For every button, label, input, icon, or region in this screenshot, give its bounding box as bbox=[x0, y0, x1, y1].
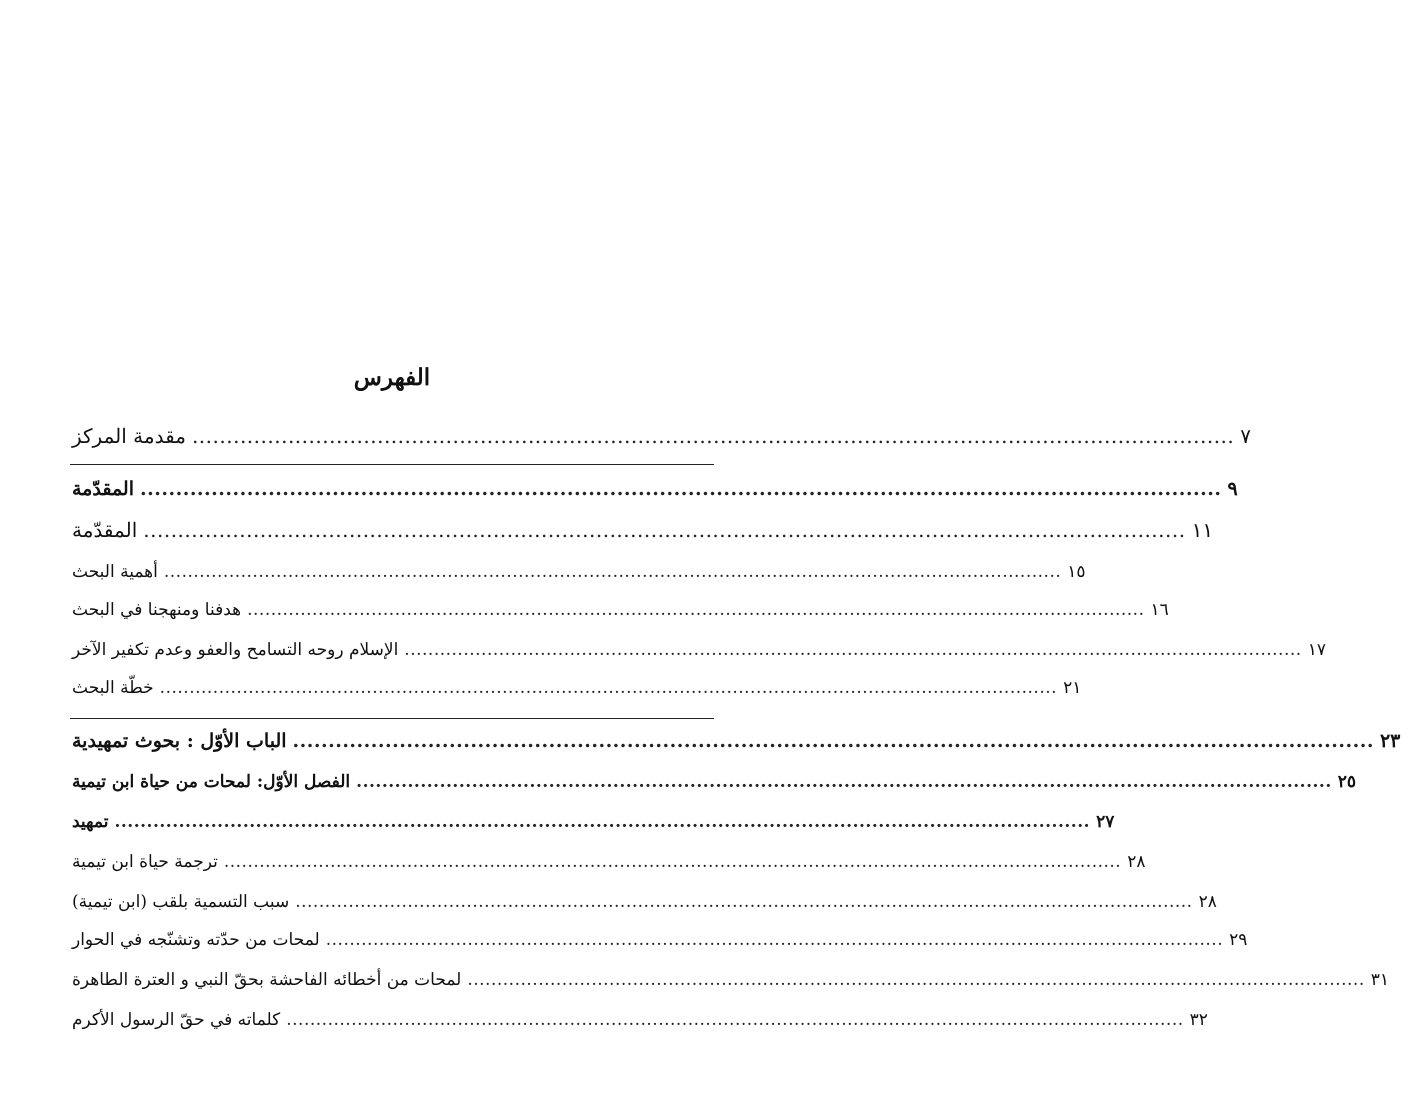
dot-leader: ........................................................................................................................................................ bbox=[325, 930, 1224, 950]
toc-entry-page: ٢١ bbox=[1063, 678, 1082, 698]
dot-leader: ........................................................................................................................................................ bbox=[163, 562, 1062, 582]
toc-entry[interactable] bbox=[72, 730, 1401, 752]
toc-entry-page: ١٥ bbox=[1067, 562, 1086, 582]
page-title: الفهرس bbox=[353, 364, 431, 391]
toc-entry-page: ٩ bbox=[1227, 478, 1238, 500]
toc-entry[interactable] bbox=[72, 772, 1357, 792]
toc-entry-page: ١٦ bbox=[1150, 600, 1169, 620]
toc-entry-title: مقدمة المركز bbox=[72, 424, 186, 448]
dot-leader: ........................................................................................................................................................ bbox=[191, 424, 1235, 448]
toc-entry-page: ٣٢ bbox=[1189, 1010, 1208, 1030]
toc-entry-page: ٢٣ bbox=[1379, 730, 1401, 752]
section-divider bbox=[70, 718, 714, 719]
dot-leader: ........................................................................................................................................................ bbox=[295, 892, 1193, 912]
toc-entry-page: ٣١ bbox=[1370, 970, 1389, 990]
dot-leader: ........................................................................................................................................................ bbox=[404, 640, 1302, 660]
toc-entry[interactable] bbox=[72, 892, 1217, 912]
toc-entry[interactable] bbox=[72, 930, 1248, 950]
dot-leader: ........................................................................................................................................................ bbox=[286, 1010, 1184, 1030]
toc-entry-page: ٢٨ bbox=[1198, 892, 1217, 912]
toc-entry[interactable] bbox=[72, 970, 1389, 990]
toc-entry-title: ترجمة حياة ابن تيمية bbox=[72, 852, 218, 872]
dot-leader: ........................................................................................................................................................ bbox=[114, 812, 1091, 832]
toc-entry-title: كلماته في حقّ الرسول الأكرم bbox=[72, 1010, 281, 1030]
toc-entry-title: المقدّمة bbox=[72, 478, 135, 500]
toc-entry[interactable] bbox=[72, 478, 1238, 500]
toc-entry-page: ٢٩ bbox=[1229, 930, 1248, 950]
dot-leader: ........................................................................................................................................................ bbox=[159, 678, 1058, 698]
toc-entry[interactable] bbox=[72, 518, 1214, 542]
toc-entry-title: الباب الأوّل : بحوث تمهيدية bbox=[72, 730, 287, 752]
toc-entry-title: لمحات من أخطائه الفاحشة بحقّ النبي و العترة الطاهرة bbox=[72, 970, 462, 990]
toc-entry[interactable] bbox=[72, 562, 1086, 582]
toc-entry-page: ١١ bbox=[1191, 518, 1214, 542]
toc-entry-title: سبب التسمية بلقب (ابن تيمية) bbox=[72, 892, 290, 912]
toc-entry-title: الإسلام روحه التسامح والعفو وعدم تكفير الآخر bbox=[72, 640, 399, 660]
toc-entry-title: خطّة البحث bbox=[72, 678, 154, 698]
toc-entry-title: تمهيد bbox=[72, 812, 109, 832]
toc-entry-page: ١٧ bbox=[1307, 640, 1326, 660]
toc-entry[interactable] bbox=[72, 678, 1082, 698]
toc-entry-page: ٢٥ bbox=[1337, 772, 1357, 792]
section-divider bbox=[70, 464, 714, 465]
toc-entry[interactable] bbox=[72, 1010, 1208, 1030]
toc-entry[interactable] bbox=[72, 600, 1169, 620]
toc-entry[interactable] bbox=[72, 852, 1146, 872]
toc-entry-page: ٧ bbox=[1240, 424, 1252, 448]
toc-entry-title: الفصل الأوّل: لمحات من حياة ابن تيمية bbox=[72, 772, 351, 792]
toc-entry[interactable] bbox=[72, 812, 1115, 832]
dot-leader: ........................................................................................................................................................ bbox=[140, 478, 1222, 500]
toc-entry-page: ٢٨ bbox=[1127, 852, 1146, 872]
toc-entry-title: لمحات من حدّته وتشنّجه في الحوار bbox=[72, 930, 320, 950]
toc-entry-title: أهمية البحث bbox=[72, 562, 158, 582]
toc-entry-title: هدفنا ومنهجنا في البحث bbox=[72, 600, 242, 620]
toc-entry-page: ٢٧ bbox=[1096, 812, 1115, 832]
dot-leader: ........................................................................................................................................................ bbox=[143, 518, 1186, 542]
dot-leader: ........................................................................................................................................................ bbox=[247, 600, 1145, 620]
toc-entry[interactable] bbox=[72, 424, 1252, 448]
toc-entry-title: المقدّمة bbox=[72, 518, 138, 542]
dot-leader: ........................................................................................................................................................ bbox=[292, 730, 1374, 752]
dot-leader: ........................................................................................................................................................ bbox=[223, 852, 1122, 872]
toc-entry[interactable] bbox=[72, 640, 1326, 660]
dot-leader: ........................................................................................................................................................ bbox=[467, 970, 1365, 990]
dot-leader: ........................................................................................................................................................ bbox=[356, 772, 1332, 792]
